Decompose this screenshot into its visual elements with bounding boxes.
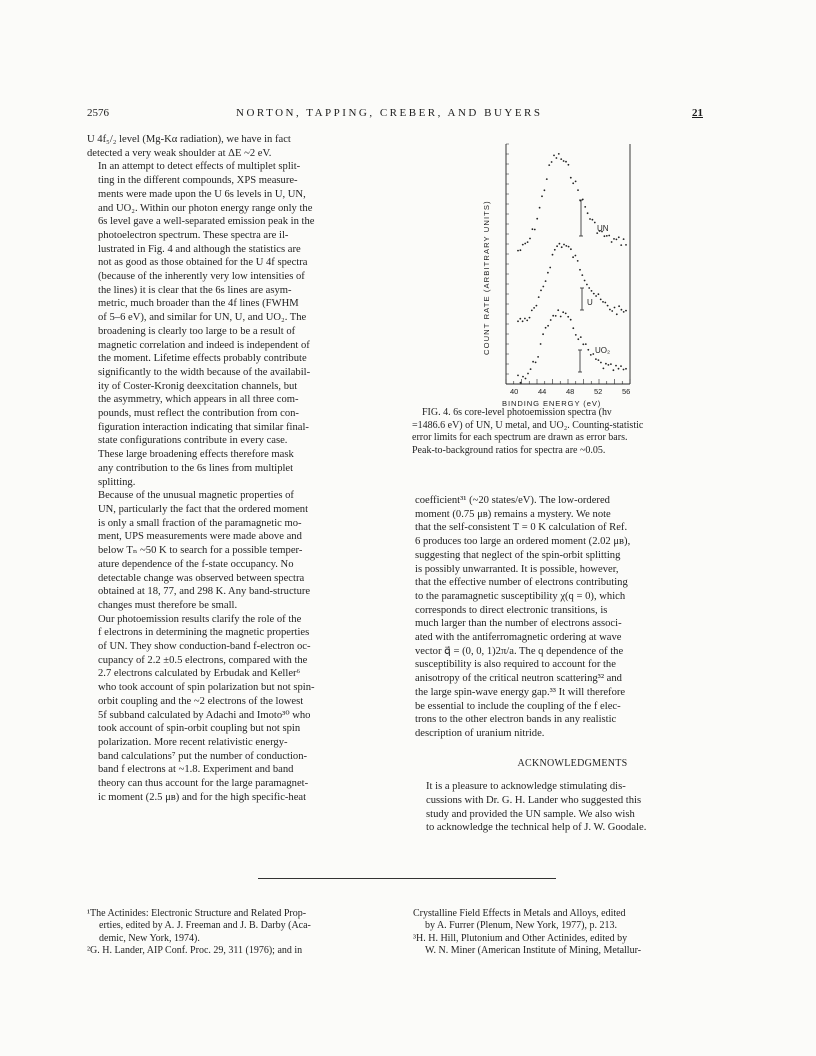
uo2-point xyxy=(572,327,574,329)
un-point xyxy=(551,161,553,163)
text-line: 6s level gave a well-separated emission peak in the xyxy=(98,216,315,228)
text-line: U 4f₅/₂ level (Mg-Kα radiation), we have in fact xyxy=(87,134,291,145)
text-line: In an attempt to detect effects of multiplet split- xyxy=(98,161,301,173)
u-point xyxy=(600,299,602,301)
text-line: broadening is clearly too large to be a result of xyxy=(98,325,296,337)
u-point xyxy=(549,267,551,269)
paragraph xyxy=(87,489,413,612)
uo2-point xyxy=(517,375,519,377)
u-point xyxy=(586,284,588,286)
text-line: lustrated in Fig. 4 and although the statistics are xyxy=(98,243,301,255)
uo2-point xyxy=(590,354,592,356)
u-point xyxy=(547,272,549,274)
text-line: Crystalline Field Effects in Metals and Alloys, edited xyxy=(413,908,626,919)
un-point xyxy=(611,241,613,243)
acknowledgments-heading: ACKNOWLEDGMENTS xyxy=(517,757,628,769)
un-point xyxy=(620,244,622,246)
un-point xyxy=(592,219,594,221)
uo2-point xyxy=(545,327,547,329)
text-line: cussions with Dr. G. H. Lander who suggested this xyxy=(426,795,642,807)
text-line: be essential to include the coupling of the f elec- xyxy=(415,700,621,712)
text-line: ¹The Actinides: Electronic Structure and Related Prop- xyxy=(87,908,307,919)
u-point xyxy=(524,318,526,320)
text-line: ²G. H. Lander, AIP Conf. Proc. 29, 311 (1976); and in xyxy=(87,945,303,957)
u-point xyxy=(621,309,623,311)
text-line: took account of spin-orbit coupling but not spin xyxy=(98,723,301,735)
u-point xyxy=(581,274,583,276)
un-point xyxy=(536,218,538,220)
figure-4 xyxy=(478,140,638,413)
un-point xyxy=(589,218,591,220)
u-point xyxy=(609,309,611,311)
u-point xyxy=(542,286,544,288)
uo2-point xyxy=(577,338,579,340)
text-line: susceptibility is also required to account for the xyxy=(415,659,616,671)
text-line: vector q⃗ = (0, 0, 1)2π/a. The q dependence of the xyxy=(415,645,624,657)
uo2-point xyxy=(532,361,534,363)
text-line: the moment. Lifetime effects probably contribute xyxy=(98,353,307,365)
text-line: 6 produces too large an ordered moment (2.02 μʙ), xyxy=(415,536,631,548)
text-line: (because of the inherently very low intensities of xyxy=(98,271,305,283)
uo2-point xyxy=(620,365,622,367)
uo2-point xyxy=(542,333,544,335)
u-point xyxy=(579,269,581,271)
u-point xyxy=(602,301,604,303)
un-point xyxy=(524,243,526,245)
un-point xyxy=(568,164,570,166)
u-point xyxy=(554,249,556,251)
text-line: erties, edited by A. J. Freeman and J. B. Darby (Aca- xyxy=(99,920,311,932)
y-axis-label: COUNT RATE (ARBITRARY UNITS) xyxy=(482,200,491,355)
text-line: any contribution to the 6s lines from multiplet xyxy=(98,462,294,474)
u-point xyxy=(575,255,577,257)
text-line: and UO₂. Within our photon energy range only the xyxy=(98,202,313,214)
un-point xyxy=(587,212,589,214)
text-line: polarization. More recent relativistic energy- xyxy=(98,736,288,748)
text-line: of UN. They show conduction-band f-electron oc- xyxy=(98,641,311,653)
uo2-point xyxy=(547,325,549,327)
text-line: metric, much broader than the 4f lines (FWHM xyxy=(98,298,299,310)
un-point xyxy=(613,238,615,240)
un-point xyxy=(546,178,548,180)
text-line: band f electrons at ~1.8. Experiment and band xyxy=(98,764,294,776)
text-line: figuration interaction indicating that similar final- xyxy=(98,421,309,433)
u-point xyxy=(598,293,600,295)
footnote xyxy=(413,908,733,933)
text-line: description of uranium nitride. xyxy=(415,727,545,739)
text-line: Because of the unusual magnetic properties of xyxy=(98,490,294,502)
uo2-point xyxy=(595,358,597,360)
uo2-point xyxy=(623,369,625,371)
u-point xyxy=(570,248,572,250)
text-line: below Tₙ ~50 K to search for a possible temper- xyxy=(98,545,303,557)
footnotes-right xyxy=(413,908,733,958)
volume-number: 21 xyxy=(692,107,703,119)
text-line: is possibly unwarranted. It is possible, however, xyxy=(415,563,619,575)
un-point xyxy=(520,249,522,251)
text-line: f electrons in determining the magnetic properties xyxy=(98,627,310,639)
text-line: UN, particularly the fact that the ordered moment xyxy=(98,503,309,515)
un-point xyxy=(560,158,562,160)
u-point xyxy=(611,310,613,312)
un-point xyxy=(522,244,524,246)
un-point xyxy=(625,244,627,246)
uo2-point xyxy=(618,368,620,370)
un-point xyxy=(517,250,519,252)
right-column xyxy=(415,494,730,835)
uo2-point xyxy=(562,311,564,313)
uo2-point xyxy=(567,316,569,318)
text-line: the large spin-wave energy gap.³³ It will therefore xyxy=(415,686,626,698)
paragraph xyxy=(87,133,413,160)
un-point xyxy=(534,229,536,231)
u-point xyxy=(623,311,625,313)
u-point xyxy=(593,293,595,295)
uo2-point xyxy=(550,319,552,321)
text-line: splitting. xyxy=(98,476,136,488)
text-line: suggesting that neglect of the spin-orbit splitting xyxy=(415,549,621,561)
un-point xyxy=(570,177,572,179)
plot-frame xyxy=(506,144,630,384)
page-number: 2576 xyxy=(87,107,109,119)
un-point xyxy=(553,155,555,157)
text-line: band calculations⁷ put the number of conduction- xyxy=(98,750,308,762)
un-point xyxy=(608,235,610,237)
x-tick-label: 56 xyxy=(622,387,631,396)
text-line: trons to the other electron bands in any realistic xyxy=(415,714,617,726)
text-line: orbit coupling and the ~2 electrons of the lowest xyxy=(98,695,304,707)
text-line: of 5–6 eV), and similar for UN, U, and UO₂. The xyxy=(98,312,307,324)
u-point xyxy=(540,290,542,292)
un-point xyxy=(529,238,531,240)
u-point xyxy=(568,246,570,248)
uo2-point xyxy=(598,359,600,361)
text-line: to the paramagnetic susceptibility χ(q = 0), which xyxy=(415,590,626,602)
un-point xyxy=(544,189,546,191)
u-point xyxy=(625,310,627,312)
series-label-uo2: UO₂ xyxy=(595,346,611,355)
un-point xyxy=(623,238,625,240)
un-point xyxy=(539,207,541,209)
text-line: by A. Furrer (Plenum, New York, 1977), p. 213. xyxy=(425,920,617,932)
un-point xyxy=(618,236,620,238)
u-point xyxy=(584,280,586,282)
u-point xyxy=(533,307,535,309)
text-line: ting in the different compounds, XPS measure- xyxy=(98,175,298,187)
uo2-point xyxy=(557,309,559,311)
footnote-rule xyxy=(258,878,556,879)
uo2-point xyxy=(560,316,562,318)
left-column xyxy=(87,133,413,804)
footnote xyxy=(87,945,413,957)
uo2-point xyxy=(522,376,524,378)
footnotes-left xyxy=(87,908,413,958)
uo2-point xyxy=(580,336,582,338)
u-point xyxy=(565,245,567,247)
u-point xyxy=(526,320,528,322)
figure-caption xyxy=(412,407,734,457)
uo2-point xyxy=(540,343,542,345)
error-bars xyxy=(578,200,584,372)
uo2-point xyxy=(608,364,610,366)
text-line: demic, New York, 1974). xyxy=(99,932,200,944)
uo2-point xyxy=(585,343,587,345)
u-point xyxy=(607,305,609,307)
un-point xyxy=(565,161,567,163)
text-line: It is a pleasure to acknowledge stimulating dis- xyxy=(426,781,626,793)
u-point xyxy=(591,290,593,292)
un-point xyxy=(527,241,529,243)
text-line: cupancy of 2.2 ±0.5 electrons, compared with the xyxy=(98,654,308,666)
u-point xyxy=(563,244,565,246)
paragraph xyxy=(415,494,730,741)
u-point xyxy=(588,287,590,289)
text-line: is only a small fraction of the paramagnetic mo- xyxy=(98,517,302,529)
text-line: magnetic correlation and indeed is independent of xyxy=(98,339,310,351)
text-line: significantly to the width because of the availabil- xyxy=(98,366,311,378)
un-point xyxy=(604,235,606,237)
text-line: ment, UPS measurements were made above and xyxy=(98,531,302,543)
u-point xyxy=(577,260,579,262)
un-point xyxy=(594,222,596,224)
text-line: much larger than the number of electrons associ- xyxy=(415,618,622,630)
text-line: ic moment (2.5 μʙ) and for the high specific-heat xyxy=(98,791,307,803)
u-point xyxy=(519,318,521,320)
footnote xyxy=(413,933,733,958)
x-tick-label: 52 xyxy=(594,387,603,396)
un-point xyxy=(584,206,586,208)
uo2-point xyxy=(592,353,594,355)
text-line: ³H. H. Hill, Plutonium and Other Actinides, edited by xyxy=(413,932,628,944)
u-point xyxy=(572,256,574,258)
u-point xyxy=(595,295,597,297)
text-line: ity of Coster-Kronig deexcitation channels, but xyxy=(98,380,298,392)
uo2-point xyxy=(587,349,589,351)
uo2-point xyxy=(605,363,607,365)
caption-line: =1486.6 eV) of UN, U metal, and UO₂. Counting-statistic xyxy=(412,419,644,431)
u-point xyxy=(522,320,524,322)
text-line: detected a very weak shoulder at ΔE ~2 eV. xyxy=(87,147,272,159)
series-label-u: U xyxy=(587,298,593,307)
text-line: not as good as those obtained for the U 4f spectra xyxy=(98,257,308,269)
uo2-point xyxy=(610,363,612,365)
x-tick-label: 48 xyxy=(566,387,575,396)
text-line: obtained at 18, 77, and 298 K. Any band-structure xyxy=(98,586,311,598)
text-line: changes must therefore be small. xyxy=(98,599,238,611)
text-line: who took account of spin polarization but not spin- xyxy=(98,682,315,694)
text-line: corresponds to direct electronic transitions, is xyxy=(415,604,608,616)
un-point xyxy=(616,239,618,241)
text-line: photoelectron spectrum. These spectra are il- xyxy=(98,229,289,241)
u-point xyxy=(561,246,563,248)
paragraph xyxy=(87,160,413,489)
uo2-point xyxy=(525,378,527,380)
acknowledgments-body xyxy=(415,780,730,835)
series-label-un: UN xyxy=(597,224,609,233)
text-line: ated with the antiferromagnetic ordering at wave xyxy=(415,632,622,644)
right-column-body xyxy=(415,494,730,741)
text-line: ature dependence of the f-state occupancy. No xyxy=(98,558,294,570)
text-line: 2.7 electrons calculated by Erbudak and Keller⁶ xyxy=(98,668,301,680)
uo2-point xyxy=(625,368,627,370)
paragraph xyxy=(415,780,730,835)
un-point xyxy=(572,182,574,184)
u-point xyxy=(614,307,616,309)
text-line: pounds, must reflect the contribution from con- xyxy=(98,408,299,420)
uo2-point xyxy=(570,319,572,321)
u-point xyxy=(545,280,547,282)
text-line: detectable change was observed between spectra xyxy=(98,572,305,584)
text-line: to acknowledge the technical help of J. W. Goodale. xyxy=(426,822,647,834)
uo2-point xyxy=(603,368,605,370)
uo2-point xyxy=(537,356,539,358)
u-point xyxy=(531,310,533,312)
text-line: that the self-consistent T = 0 K calculation of Ref. xyxy=(415,522,628,534)
u-point xyxy=(517,320,519,322)
uo2-point xyxy=(615,365,617,367)
caption-line: Peak-to-background ratios for spectra are ~0.05. xyxy=(412,444,606,456)
uo2-point xyxy=(535,362,537,364)
caption-line: error limits for each spectrum are drawn as error bars. xyxy=(412,432,628,444)
text-line: anisotropy of the critical neutron scattering³² and xyxy=(415,673,622,685)
x-axis-label: BINDING ENERGY (eV) xyxy=(502,399,602,408)
u-point xyxy=(618,305,620,307)
text-line: 5f subband calculated by Adachi and Imoto³⁰ who xyxy=(98,709,311,721)
text-line: Our photoemission results clarify the role of the xyxy=(98,613,302,625)
text-line: theory can thus account for the large paramagnet- xyxy=(98,778,309,790)
u-point xyxy=(604,302,606,304)
u-point xyxy=(538,296,540,298)
un-point xyxy=(532,228,534,230)
uo2-point xyxy=(613,369,615,371)
x-tick-labels xyxy=(510,387,630,396)
uo2-point xyxy=(600,362,602,364)
uo2-point xyxy=(527,373,529,375)
footnote xyxy=(87,908,413,945)
uo2-point xyxy=(520,382,522,384)
uo2-point xyxy=(530,368,532,370)
u-point xyxy=(616,313,618,315)
u-point xyxy=(552,254,554,256)
text-line: that the effective number of electrons contributing xyxy=(415,577,628,589)
text-line: W. N. Miner (American Institute of Mining, Metallur- xyxy=(425,945,642,957)
text-line: the asymmetry, which appears in all three com- xyxy=(98,394,299,406)
running-head: NORTON, TAPPING, CREBER, AND BUYERS xyxy=(236,107,543,119)
text-line: coefficient³¹ (~20 states/eV). The low-ordered xyxy=(415,495,610,506)
x-tick-label: 44 xyxy=(538,387,547,396)
text-line: ments were made upon the U 6s levels in U, UN, xyxy=(98,188,306,200)
uo2-point xyxy=(565,313,567,315)
text-line: state configurations contribute in every case. xyxy=(98,435,288,447)
u-point xyxy=(559,243,561,245)
un-point xyxy=(606,235,608,237)
un-point xyxy=(575,181,577,183)
un-point xyxy=(558,153,560,155)
text-line: These large broadening effects therefore mask xyxy=(98,449,294,461)
uo2-point xyxy=(555,315,557,317)
un-point xyxy=(563,160,565,162)
paragraph xyxy=(87,613,413,805)
caption-line: FIG. 4. 6s core-level photoemission spectra (hν xyxy=(422,407,612,418)
text-line: the lines) it is clear that the 6s lines are asym- xyxy=(98,284,292,296)
u-point xyxy=(529,317,531,319)
un-point xyxy=(541,195,543,197)
text-line: study and provided the UN sample. We also wish xyxy=(426,808,635,820)
spectra-plot xyxy=(478,140,638,408)
un-point xyxy=(548,164,550,166)
text-line: moment (0.75 μʙ) remains a mystery. We note xyxy=(415,508,611,520)
uo2-point xyxy=(552,315,554,317)
spectra-points xyxy=(517,153,627,384)
x-tick-label: 40 xyxy=(510,387,519,396)
uo2-point xyxy=(575,334,577,336)
un-point xyxy=(577,189,579,191)
u-point xyxy=(536,305,538,307)
un-point xyxy=(556,157,558,159)
u-point xyxy=(556,245,558,247)
uo2-point xyxy=(582,343,584,345)
